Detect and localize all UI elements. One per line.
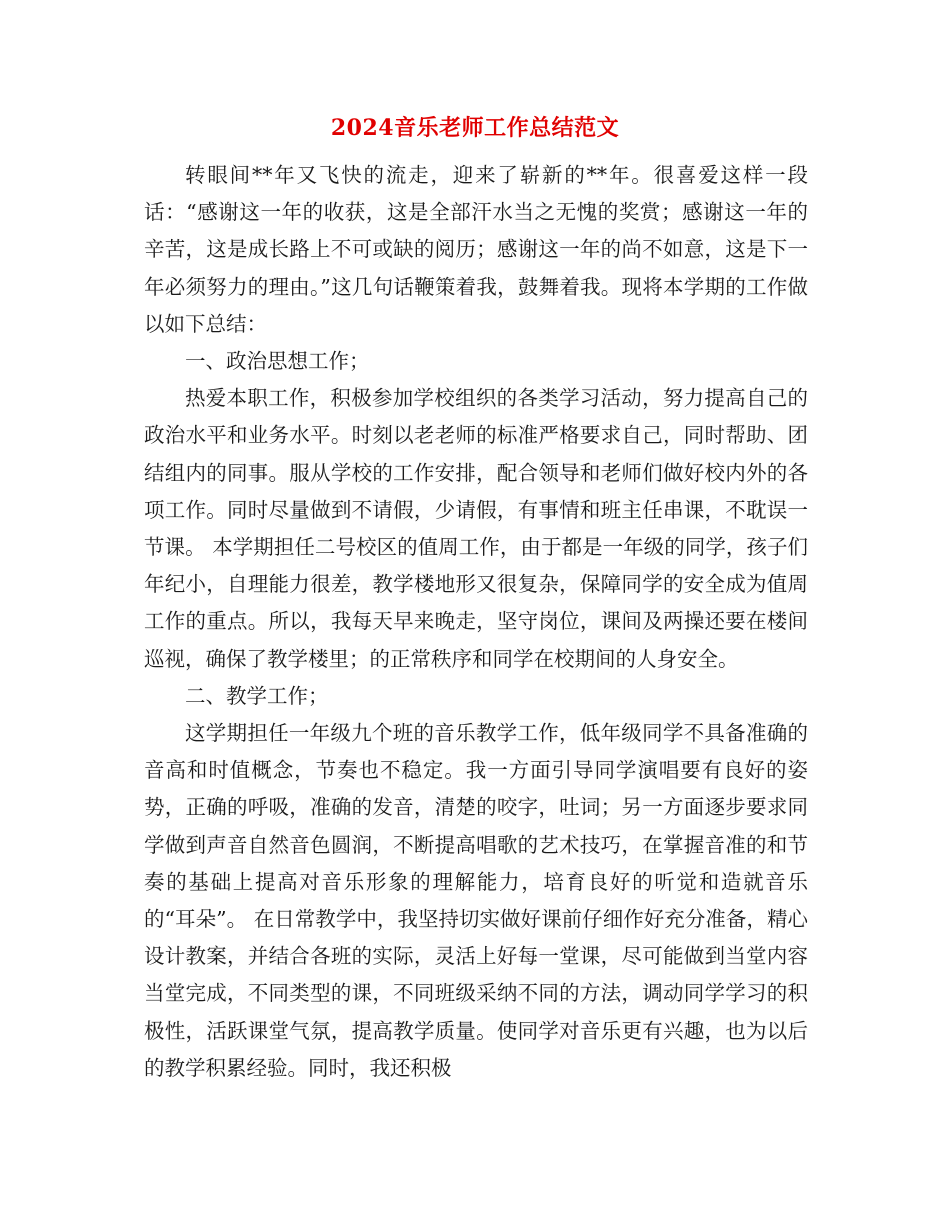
section-body-teaching: 这学期担任一年级九个班的音乐教学工作，低年级同学不具备准确的音高和时值概念，节奏也不稳定。我一方面引导同学演唱要有良好的姿势，正确的呼吸，准确的发音，清楚的咬字，吐词；另一方面逐步要求同学做到声音自然音色圆润，不断提高唱歌的艺术技巧，在掌握音准的和节奏的基础上提高对音乐形象的理解能力，培育良好的听觉和造就音乐的“耳朵”。 在日常教学中，我坚持切实做好课前仔细作好充分准备，精心设计教案，并结合各班的实际，灵活上好每一堂课，尽可能做到当堂内容当堂完成，不同类型的课，不同班级采纳不同的方法，调动同学学习的积极性，活跃课堂气氛，提高教学质量。使同学对音乐更有兴趣，也为以后的教学积累经验。同时，我还积极 [144,721,808,1080]
document-title: 2024音乐老师工作总结范文 [330,115,620,141]
section-body-politics: 热爱本职工作，积极参加学校组织的各类学习活动，努力提高自己的政治水平和业务水平。时刻以老老师的标准严格要求自己，同时帮助、团结组内的同事。服从学校的工作安排，配合领导和老师们做好校内外的各项工作。同时尽量做到不请假，少请假，有事情和班主任串课，不耽误一节课。 本学期担任二号校区的值周工作，由于都是一年级的同学，孩子们年纪小，自理能力很差，教学楼地形又很复杂，保障同学的安全成为值周工作的重点。所以，我每天早来晚走，坚守岗位，课间及两操还要在楼间巡视，确保了教学楼里；的正常秩序和同学在校期间的人身安全。 [144,386,808,671]
section-heading-politics: 一、政治思想工作； [185,349,370,374]
intro-paragraph: 转眼间**年又飞快的流走，迎来了崭新的**年。很喜爱这样一段话：“感谢这一年的收获，这是全部汗水当之无愧的奖赏；感谢这一年的辛苦，这是成长路上不可或缺的阅历；感谢这一年的尚不如意，这是下一年必须努力的理由。”这几句话鞭策着我，鼓舞着我。现将本学期的工作做以如下总结： [144,163,808,336]
section-heading-teaching: 二、教学工作； [185,683,329,708]
document-body [144,157,808,1087]
